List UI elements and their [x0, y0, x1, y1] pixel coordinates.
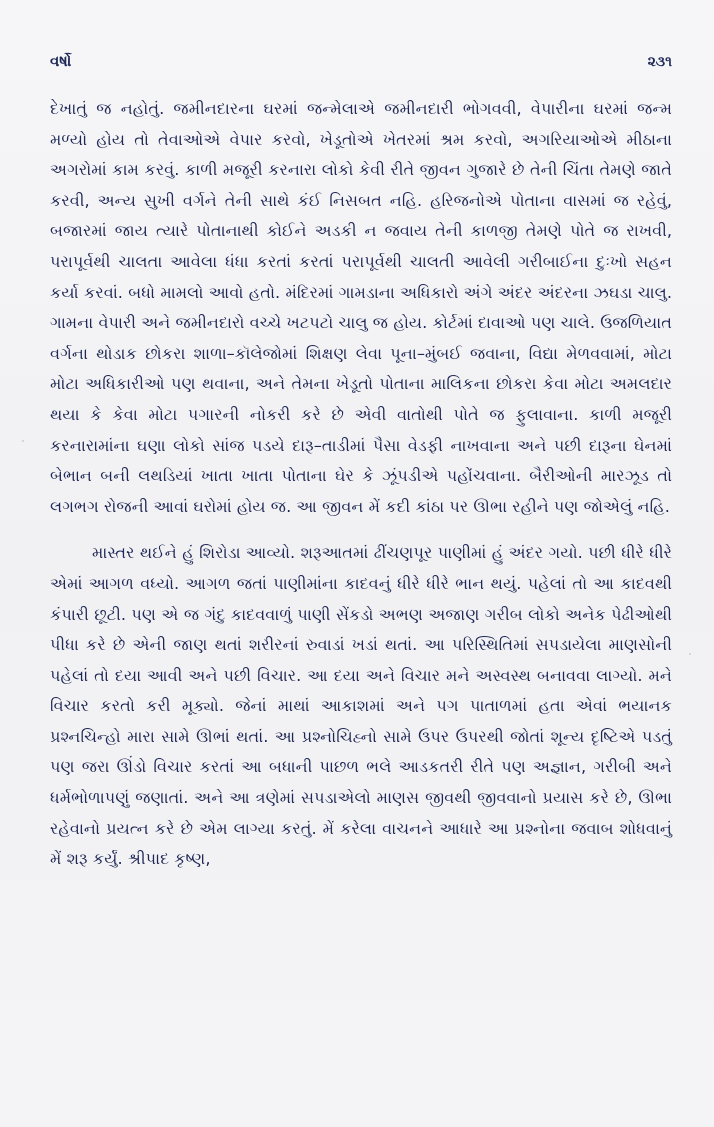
page-header	[50, 52, 672, 78]
page-number: ૨૩૧	[647, 54, 672, 70]
paragraph-1: દેખાતું જ નહોતું. જમીનદારના ઘરમાં જન્મેલાએ જમીનદારી ભોગવવી, વેપારીના ઘરમાં જન્મ મળ્યો હોય તો તેવાઓએ વેપાર કરવો, ખેડૂતોએ ખેતરમાં શ્રમ કરવો, અગરિયાઓએ મીઠાના અગરોમાં કામ કરવું. કાળી મજૂરી કરનારા લોકો કેવી રીતે જીવન ગુજારે છે તેની ચિંતા તેમણે જાતે કરવી, અન્ય સુખી વર્ગને તેની સાથે કંઈ નિસબત નહિ. હરિજનોએ પોતાના વાસમાં જ રહેવું, બજારમાં જાય ત્યારે પોતાનાથી કોઈને અડકી ન જવાય તેની કાળજી તેમણે પોતે જ રાખવી, પરાપૂર્વથી ચાલતા આવેલા ધંધા કરતાં કરતાં પરાપૂર્વથી ચાલતી આવેલી ગરીબાઈના દુઃખો સહન કર્યા કરવાં. બધો મામલો આવો હતો. મંદિરમાં ગામડાના અધિકારો અંગે અંદર અંદરના ઝઘડા ચાલુ. ગામના વેપારી અને જમીનદારો વચ્ચે ખટપટો ચાલુ જ હોય. કોર્ટમાં દાવાઓ પણ ચાલે. ઉજળિયાત વર્ગના થોડાક છોકરા શાળા–કૉલેજોમાં શિક્ષણ લેવા પૂના–મુંબઈ જવાના, વિદ્યા મેળવવામાં, મોટા મોટા અધિકારીઓ પણ થવાના, અને તેમના ખેડૂતો પોતાના માલિકના છોકરા કેવા મોટા અમલદાર થયા કે કેવા મોટા પગારની નોકરી કરે છે એવી વાતોથી પોતે જ ફુલાવાના. કાળી મજૂરી કરનારામાંના ઘણા લોકો સાંજ પડયે દારૂ–તાડીમાં પૈસા વેડફી નાખવાના અને પછી દારૂના ઘેનમાં બેભાન બની લથડિયાં ખાતા ખાતા પોતાના ઘેર કે ઝૂંપડીએ પહોંચવાના. બૈરીઓની મારઝૂડ તો લગભગ રોજની આવાં ઘરોમાં હોય જ. આ જીવન મેં કદી કાંઠા પર ઊભા રહીને પણ જોએલું નહિ.	[50, 99, 672, 516]
paper-speck	[689, 653, 691, 655]
page-body	[50, 94, 672, 875]
running-head: વર્ષો	[50, 52, 72, 70]
paper-speck	[22, 440, 24, 442]
paragraph-2: માસ્તર થઈને હું શિરોડા આવ્યો. શરૂઆતમાં ઢીંચણપૂર પાણીમાં હું અંદર ગયો. પછી ધીરે ધીરે એમાં આગળ વધ્યો. આગળ જતાં પાણીમાંના કાદવનું ધીરે ધીરે ભાન થયું. પહેલાં તો આ કાદવથી કંપારી છૂટી. પણ એ જ ગંદુ કાદવવાળું પાણી સેંકડો અભણ અજાણ ગરીબ લોકો અનેક પેઢીઓથી પીધા કરે છે એની જાણ થતાં શરીરનાં રુવાડાં ખડાં થતાં. આ પરિસ્થિતિમાં સપડાયેલા માણસોની પહેલાં તો દયા આવી અને પછી વિચાર. આ દયા અને વિચાર મને અસ્વસ્થ બનાવવા લાગ્યો. મને વિચાર કરતો કરી મૂક્યો. જેનાં માથાં આકાશમાં અને પગ પાતાળમાં હતા એવાં ભયાનક પ્રશ્નચિન્હો મારા સામે ઊભાં થતાં. આ પ્રશ્નોચિહ્નો સામે ઉપર ઉપરથી જોતાં શૂન્ય દૃષ્ટિએ પડતું પણ જરા ઊંડો વિચાર કરતાં આ બધાની પાછળ ભલે આડકતરી રીતે પણ અજ્ઞાન, ગરીબી અને ધર્મભોળાપણું જણાતાં. અને આ ત્રણેમાં સપડાએલો માણસ જીવથી જીવવાનો પ્રયાસ કરે છે, ઊભા રહેવાનો પ્રયત્ન કરે છે એમ લાગ્યા કરતું. મેં કરેલા વાચનને આધારે આ પ્રશ્નોના જવાબ શોધવાનું મેં શરૂ કર્યું. શ્રીપાદ કૃષ્ણ,	[50, 543, 672, 869]
